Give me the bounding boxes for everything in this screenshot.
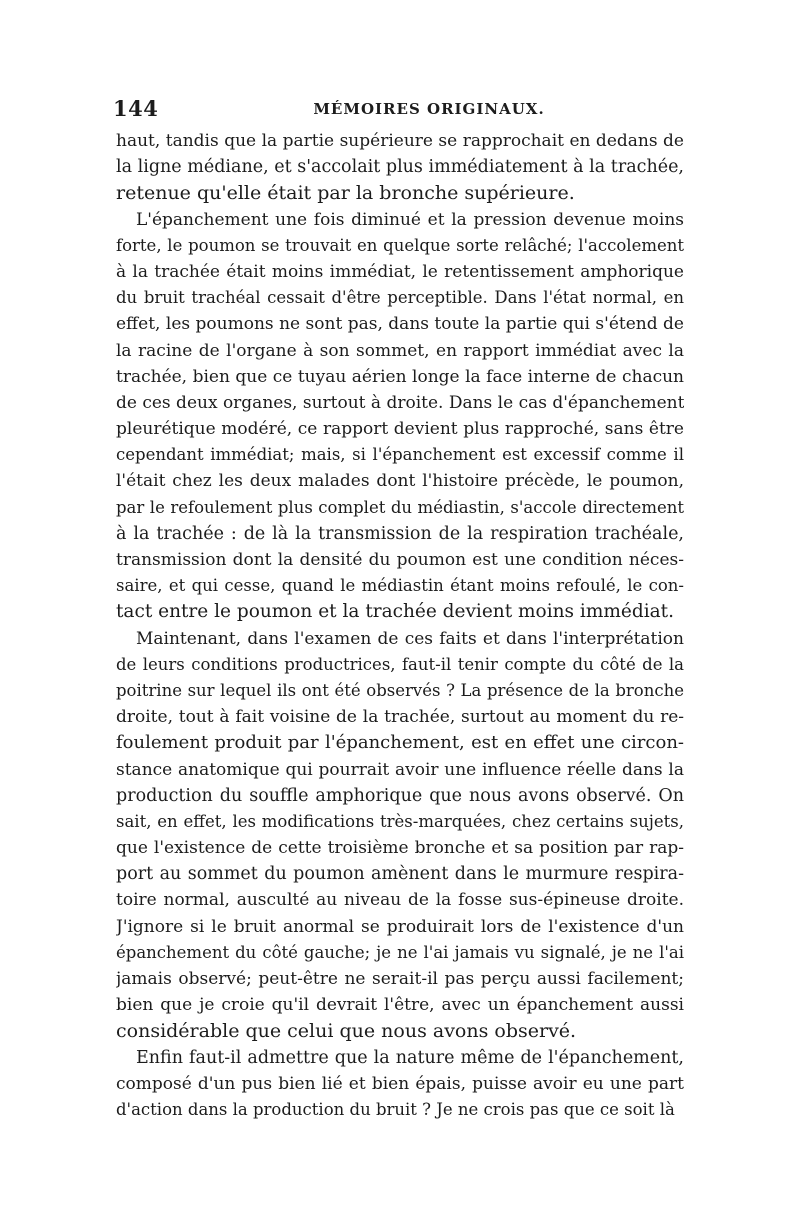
text-line: à la trachée : de là la transmission de la respiration trachéale, — [116, 523, 684, 544]
running-head: MÉMOIRES ORIGINAUX. — [313, 100, 545, 118]
text-line: l'était chez les deux malades dont l'histoire précède, le poumon, — [116, 471, 684, 492]
text-line: droite, tout à fait voisine de la trachée, surtout au moment du re- — [116, 707, 684, 728]
text-line: toire normal, ausculté au niveau de la fosse sus-épineuse droite. — [116, 890, 684, 911]
text-line: Enfin faut-il admettre que la nature même de l'épanchement, — [136, 1047, 684, 1068]
text-line: poitrine sur lequel ils ont été observés ? La présence de la bronche — [116, 680, 684, 700]
text-line: stance anatomique qui pourrait avoir une influence réelle dans la — [116, 759, 684, 780]
text-line: sait, en effet, les modifications très-marquées, chez certains sujets, — [116, 811, 684, 831]
text-line: retenue qu'elle était par la bronche supérieure. — [116, 182, 575, 205]
text-line: de leurs conditions productrices, faut-il tenir compte du côté de la — [116, 654, 684, 674]
page-number: 144 — [113, 96, 159, 121]
text-line: à la trachée était moins immédiat, le retentissement amphorique — [116, 261, 684, 282]
text-line: effet, les poumons ne sont pas, dans toute la partie qui s'étend de — [116, 314, 684, 335]
text-line: d'action dans la production du bruit ? Je ne crois pas que ce soit là — [116, 1099, 675, 1119]
text-line: la racine de l'organe à son sommet, en rapport immédiat avec la — [116, 340, 684, 361]
text-line: haut, tandis que la partie supérieure se rapprochait en dedans de — [116, 131, 684, 151]
text-line: épanchement du côté gauche; je ne l'ai jamais vu signalé, je ne l'ai — [116, 942, 684, 962]
text-line: production du souffle amphorique que nous avons observé. On — [116, 785, 684, 806]
text-line: par le refoulement plus complet du médiastin, s'accole directement — [116, 497, 684, 517]
text-line: saire, et qui cesse, quand le médiastin étant moins refoulé, le con- — [116, 576, 684, 596]
text-line: foulement produit par l'épanchement, est en effet une circon- — [116, 732, 684, 754]
text-line: L'épanchement une fois diminué et la pression devenue moins — [136, 209, 684, 230]
text-line: composé d'un pus bien lié et bien épais, puisse avoir eu une part — [116, 1073, 684, 1094]
text-line: considérable que celui que nous avons observé. — [116, 1020, 577, 1043]
text-line: du bruit trachéal cessait d'être perceptible. Dans l'état normal, en — [116, 288, 684, 308]
text-line: J'ignore si le bruit anormal se produirait lors de l'existence d'un — [116, 916, 684, 937]
text-line: la ligne médiane, et s'accolait plus immédiatement à la trachée, — [116, 157, 684, 178]
text-line: jamais observé; peut-être ne serait-il pas perçu aussi facilement; — [116, 969, 684, 989]
text-line: cependant immédiat; mais, si l'épanchement est excessif comme il — [116, 445, 684, 465]
text-line: port au sommet du poumon amènent dans le murmure respira- — [116, 864, 684, 885]
body-text — [116, 128, 684, 1123]
text-line: tact entre le poumon et la trachée devient moins immédiat. — [116, 601, 674, 623]
text-line: forte, le poumon se trouvait en quelque sorte relâché; l'accolement — [116, 235, 684, 255]
text-line: que l'existence de cette troisième bronche et sa position par rap- — [116, 838, 684, 859]
text-line: transmission dont la densité du poumon est une condition néces- — [116, 550, 684, 570]
text-line: Maintenant, dans l'examen de ces faits et dans l'interprétation — [136, 628, 684, 649]
text-line: bien que je croie qu'il devrait l'être, avec un épanchement aussi — [116, 995, 684, 1016]
text-line: de ces deux organes, surtout à droite. Dans le cas d'épanchement — [116, 392, 684, 413]
text-line: trachée, bien que ce tuyau aérien longe la face interne de chacun — [116, 366, 684, 387]
page-header — [113, 96, 685, 126]
text-line: pleurétique modéré, ce rapport devient plus rapproché, sans être — [116, 419, 684, 440]
